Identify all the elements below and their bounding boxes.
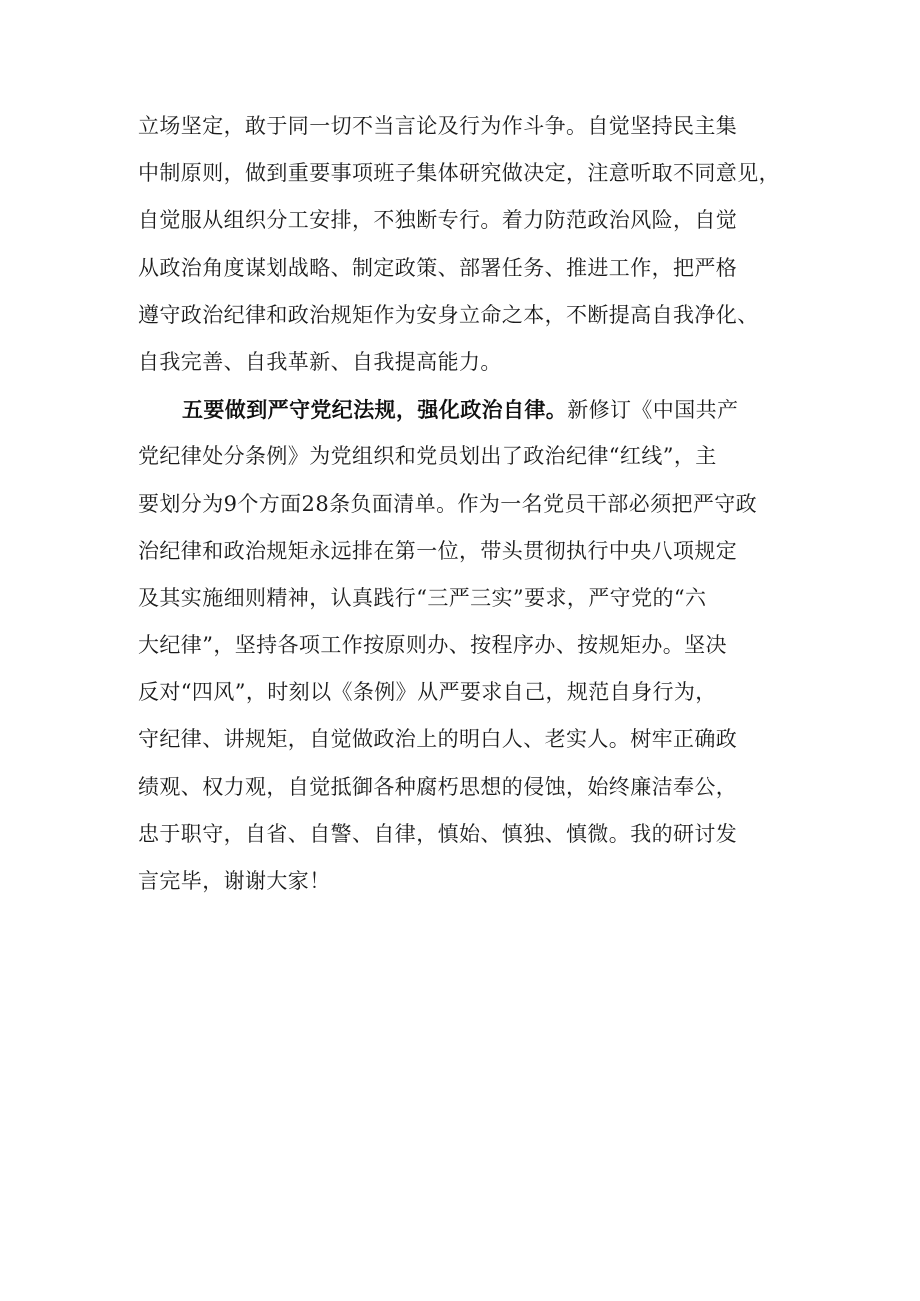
paragraph-2-line: 大纪律”，坚持各项工作按原则办、按程序办、按规矩办。坚决 xyxy=(138,633,727,658)
paragraph-2-line: 及其实施细则精神，认真践行“三严三实”要求，严守党的“六 xyxy=(138,585,707,610)
paragraph-1 xyxy=(138,103,803,386)
body-text xyxy=(138,103,803,905)
paragraph-2-line: 反对“四风”，时刻以《条例》从严要求自己，规范自身行为， xyxy=(138,680,717,705)
paragraph-2-line: 绩观、权力观，自觉抵御各种腐朽思想的侵蚀，始终廉洁奉公， xyxy=(138,774,738,799)
paragraph-2-line: 治纪律和政治规矩永远排在第一位，带头贯彻执行中央八项规定 xyxy=(138,538,738,563)
paragraph-2 xyxy=(138,386,803,905)
paragraph-2-line: 守纪律、讲规矩，自觉做政治上的明白人、老实人。树牢正确政 xyxy=(138,727,738,752)
paragraph-2-line: 要划分为9个方面28条负面清单。作为一名党员干部必须把严守政 xyxy=(138,491,758,516)
paragraph-1-line: 立场坚定，敢于同一切不当言论及行为作斗争。自觉坚持民主集 xyxy=(138,114,738,138)
paragraph-1-line: 自我完善、自我革新、自我提高能力。 xyxy=(138,349,502,374)
paragraph-2-first-line xyxy=(138,386,803,433)
paragraph-2-line: 党纪律处分条例》为党组织和党员划出了政治纪律“红线”，主 xyxy=(138,444,717,469)
paragraph-1-line: 中制原则，做到重要事项班子集体研究做决定，注意听取不同意见， xyxy=(138,161,780,186)
paragraph-1-line: 自觉服从组织分工安排，不独断专行。着力防范政治风险，自觉 xyxy=(138,208,738,233)
paragraph-2-first-line-text: 新修订《中国共产 xyxy=(567,398,739,423)
paragraph-2-line: 言完毕，谢谢大家！ xyxy=(138,869,331,893)
paragraph-1-line: 从政治角度谋划战略、制定政策、部署任务、推进工作，把严格 xyxy=(138,255,738,280)
section-heading: 五要做到严守党纪法规，强化政治自律。 xyxy=(182,397,568,423)
paragraph-1-line: 遵守政治纪律和政治规矩作为安身立命之本，不断提高自我净化、 xyxy=(138,302,759,327)
paragraph-2-line: 忠于职守，自省、自警、自律，慎始、慎独、慎微。我的研讨发 xyxy=(138,821,738,846)
